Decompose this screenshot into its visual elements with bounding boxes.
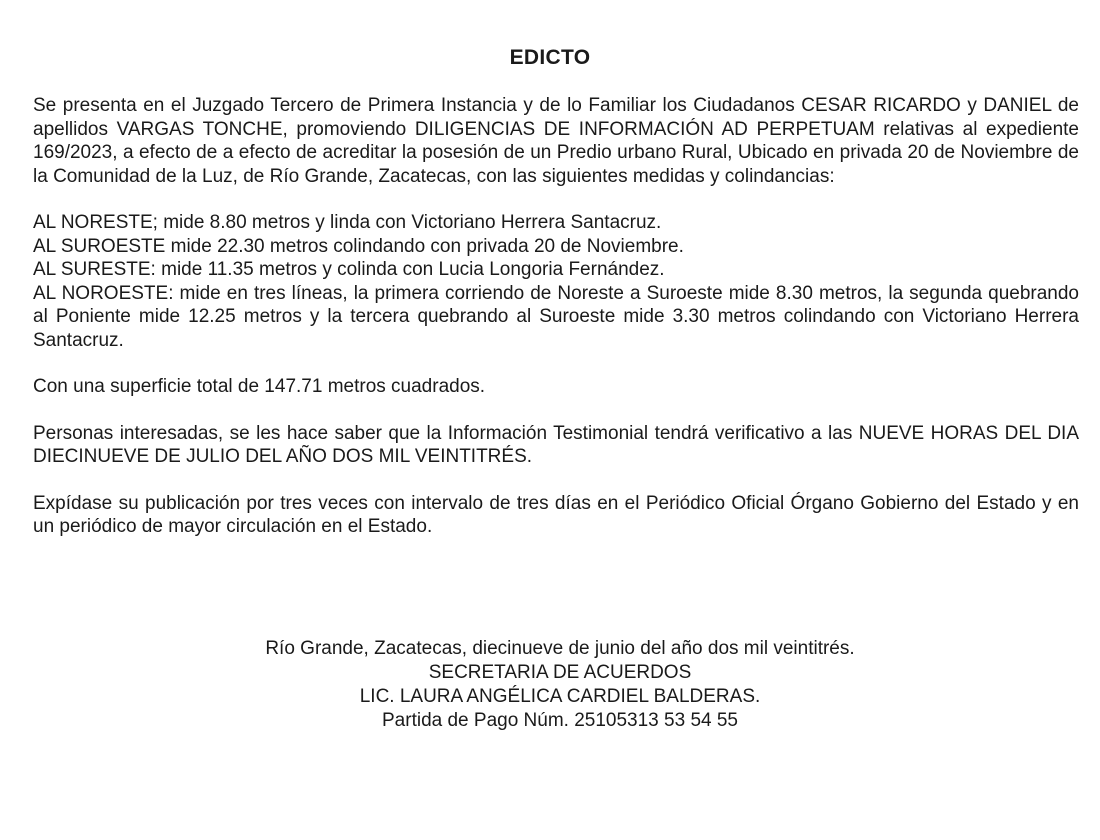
intro-paragraph: Se presenta en el Juzgado Tercero de Primera Instancia y de lo Familiar los Ciudadanos CESAR RICARDO y DANIEL de apellidos VARGAS TONCHE, promoviendo DILIGENCIAS DE INFORMACIÓN AD PERPETUAM relativas al expediente 169/2023, a efecto de a efecto de acreditar la posesión de un Predio urbano Rural, Ubicado en privada 20 de Noviembre de la Comunidad de la Luz, de Río Grande, Zacatecas, con las siguientes medidas y colindancias: [33,95,1079,187]
closing-block [0,637,1100,733]
payment-line: Partida de Pago Núm. 25105313 53 54 55 [382,710,738,731]
signatory-line: LIC. LAURA ANGÉLICA CARDIEL BALDERAS. [359,686,761,707]
document-body [33,94,1079,539]
place-date-line: Río Grande, Zacatecas, diecinueve de junio del año dos mil veintitrés. [265,638,855,659]
paragraph-gap [33,188,1079,211]
document-title: EDICTO [509,46,591,69]
measurements-list [33,211,1079,352]
notice-paragraph: Personas interesadas, se les hace saber que la Información Testimonial tendrá verificativo a las NUEVE HORAS DEL DIA DIECINUEVE DE JULIO DEL AÑO DOS MIL VEINTITRÉS. [33,422,1079,467]
measurement-northeast: AL NORESTE; mide 8.80 metros y linda con Victoriano Herrera Santacruz. [33,212,662,233]
measurement-southeast: AL SURESTE: mide 11.35 metros y colinda con Lucia Longoria Fernández. [33,259,665,280]
paragraph-gap [33,399,1079,422]
measurement-southwest: AL SUROESTE mide 22.30 metros colindando con privada 20 de Noviembre. [33,235,684,257]
surface-paragraph: Con una superficie total de 147.71 metros cuadrados. [33,376,486,397]
publication-paragraph: Expídase su publicación por tres veces con intervalo de tres días en el Periódico Oficial Órgano Gobierno del Estado y en un periódico de mayor circulación en el Estado. [33,492,1079,537]
measurement-northwest: AL NOROESTE: mide en tres líneas, la primera corriendo de Noreste a Suroeste mide 8.30 metros, la segunda quebrando al Poniente mide 12.25 metros y la tercera quebrando al Suroeste mide 3.30 metros colindando con Victoriano Herrera Santacruz. [33,282,1079,351]
paragraph-gap [33,469,1079,492]
paragraph-gap [33,352,1079,375]
office-line: SECRETARIA DE ACUERDOS [428,662,692,683]
